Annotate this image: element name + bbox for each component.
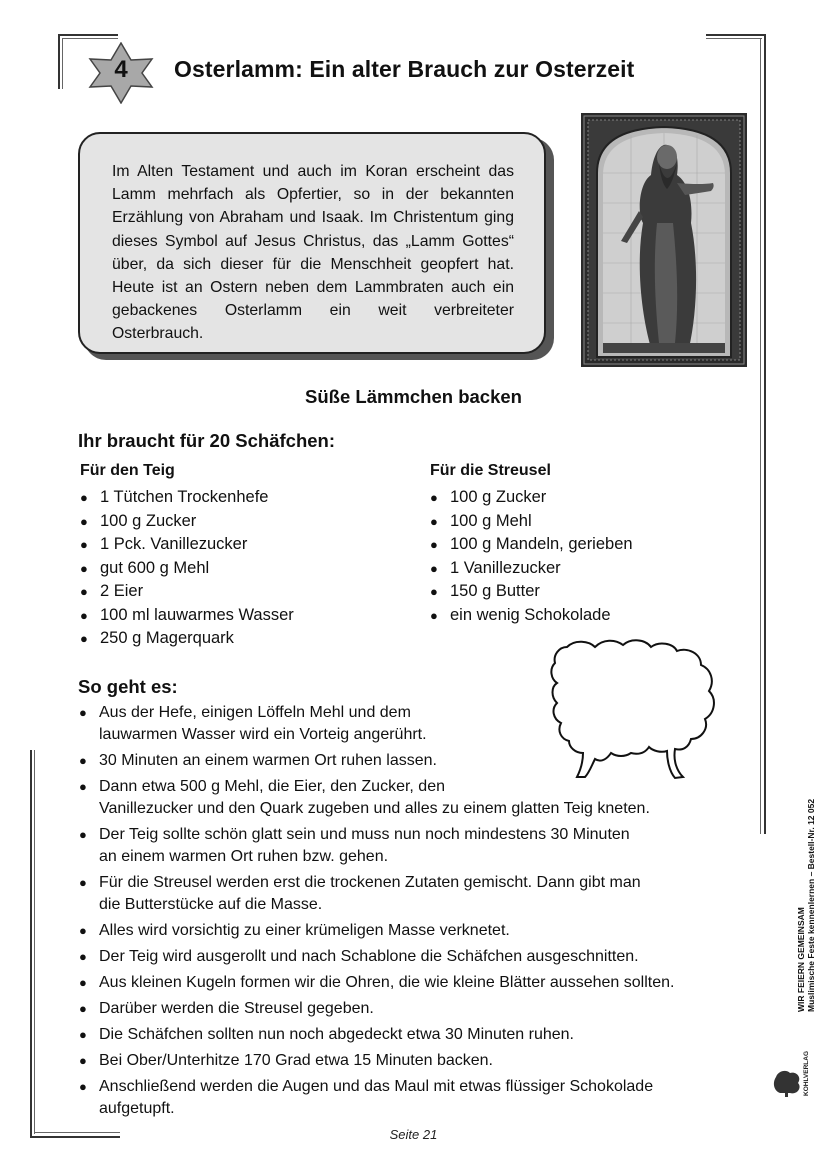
frame-corner-line bbox=[62, 38, 118, 39]
list-item: ● Anschließend werden die Augen und das Maul mit etwas flüssiger Schokolade aufgetupft. bbox=[79, 1076, 769, 1120]
chapter-number: 4 bbox=[114, 56, 128, 83]
intro-box bbox=[78, 132, 546, 354]
list-item: ● 100 g Mehl bbox=[430, 510, 633, 534]
list-item: ● Der Teig sollte schön glatt sein und muss nun noch mindestens 30 Minuten an einem warmen Ort ruhen bzw. gehen. bbox=[79, 824, 769, 868]
side-imprint-subtitle: Muslimische Feste kennenlernen – Bestell-Nr. 12 052 bbox=[806, 798, 816, 1012]
frame-corner-line bbox=[706, 38, 762, 39]
list-item: ● Aus der Hefe, einigen Löffeln Mehl und dem lauwarmen Wasser wird ein Vorteig angerührt. bbox=[79, 702, 769, 746]
frame-corner-line bbox=[706, 34, 766, 36]
side-imprint bbox=[796, 799, 816, 1012]
list-item: ● Aus kleinen Kugeln formen wir die Ohren, die wie kleine Blätter aussehen sollten. bbox=[79, 972, 769, 994]
list-item: ● 100 g Zucker bbox=[430, 486, 633, 510]
side-imprint-title: WIR FEIERN GEMEINSAM bbox=[796, 907, 806, 1012]
publisher-logo-text: KOHLVERLAG bbox=[803, 1050, 810, 1096]
steps-heading: So geht es: bbox=[78, 676, 178, 697]
list-item: ● 1 Vanillezucker bbox=[430, 557, 633, 581]
ingredients-heading: Ihr braucht für 20 Schäfchen: bbox=[78, 430, 335, 451]
list-item: ● 2 Eier bbox=[80, 580, 294, 604]
page-number: Seite 21 bbox=[389, 1127, 438, 1142]
list-item: ● Bei Ober/Unterhitze 170 Grad etwa 15 Minuten backen. bbox=[79, 1050, 769, 1072]
list-item: ● 100 g Mandeln, gerieben bbox=[430, 533, 633, 557]
frame-corner-line bbox=[58, 34, 118, 36]
list-item: ● 30 Minuten an einem warmen Ort ruhen lassen. bbox=[79, 750, 769, 772]
crumble-ingredient-list bbox=[430, 486, 633, 627]
list-item: ● 100 ml lauwarmes Wasser bbox=[80, 604, 294, 628]
list-item: ● 1 Tütchen Trockenhefe bbox=[80, 486, 294, 510]
intro-text: Im Alten Testament und auch im Koran erscheint das Lamm mehrfach als Opfertier, so in der bekannten Erzählung von Abraham und Isaak. Im Christentum ging dieses Symbol auf Jesus Christus, das „Lamm Gottes“ über, da sich dieser für die Menschheit geopfert hat. Heute ist an Ostern neben dem Lammbraten auch ein gebackenes Osterlamm ein weit verbreiteter Osterbrauch. bbox=[112, 163, 514, 343]
list-item: ● 1 Pck. Vanillezucker bbox=[80, 533, 294, 557]
steps-list bbox=[79, 702, 769, 1120]
frame-side-line bbox=[30, 750, 32, 1138]
frame-side-line bbox=[34, 750, 35, 1134]
list-item: ● 150 g Butter bbox=[430, 580, 633, 604]
list-item: ● Darüber werden die Streusel gegeben. bbox=[79, 998, 769, 1020]
list-item: ● ein wenig Schokolade bbox=[430, 604, 633, 628]
list-item: ● 100 g Zucker bbox=[80, 510, 294, 534]
abraham-portrait-image bbox=[581, 113, 747, 367]
recipe-title: Süße Lämmchen backen bbox=[305, 386, 522, 407]
dough-heading: Für den Teig bbox=[80, 462, 175, 479]
list-item: ● 250 g Magerquark bbox=[80, 627, 294, 651]
list-item: ● Alles wird vorsichtig zu einer krümeligen Masse verknetet. bbox=[79, 920, 769, 942]
dough-ingredient-list bbox=[80, 486, 294, 651]
page-title: Osterlamm: Ein alter Brauch zur Osterzeit bbox=[174, 56, 635, 82]
frame-corner-line bbox=[62, 38, 63, 89]
frame-corner-line bbox=[58, 34, 60, 89]
list-item: ● gut 600 g Mehl bbox=[80, 557, 294, 581]
list-item: ● Die Schäfchen sollten nun noch abgedeckt etwa 30 Minuten ruhen. bbox=[79, 1024, 769, 1046]
list-item: ● Dann etwa 500 g Mehl, die Eier, den Zucker, den Vanillezucker und den Quark zugeben und alles zu einem glatten Teig kneten. bbox=[79, 776, 769, 820]
crumble-heading: Für die Streusel bbox=[430, 462, 551, 479]
publisher-logo-icon bbox=[770, 1063, 804, 1097]
list-item: ● Der Teig wird ausgerollt und nach Schablone die Schäfchen ausgeschnitten. bbox=[79, 946, 769, 968]
list-item: ● Für die Streusel werden erst die trockenen Zutaten gemischt. Dann gibt man die Butterstücke auf die Masse. bbox=[79, 872, 769, 916]
